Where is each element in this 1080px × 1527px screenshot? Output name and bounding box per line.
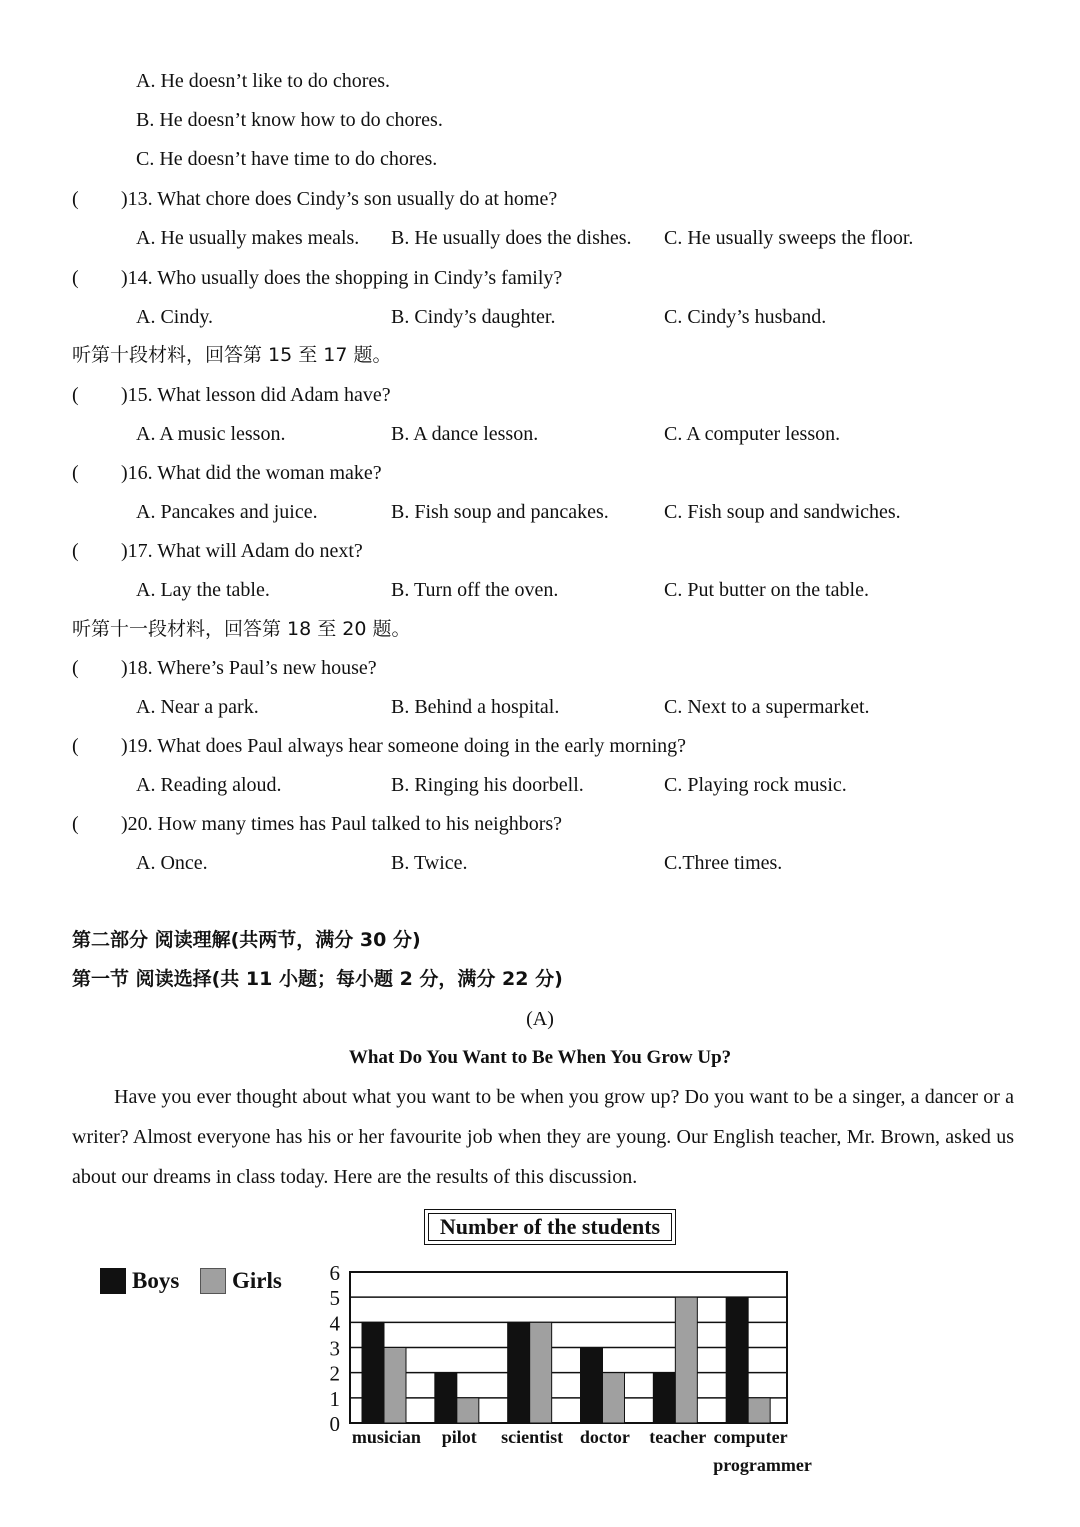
q20-option-a: A. Once. <box>136 852 208 874</box>
q13-option-b: B. He usually does the dishes. <box>391 227 632 249</box>
q15-option-b: B. A dance lesson. <box>391 423 539 445</box>
q18-option-a: A. Near a park. <box>136 696 259 718</box>
answer-paren: ( <box>72 657 79 679</box>
bar-boys <box>653 1373 675 1423</box>
q17-option-a: A. Lay the table. <box>136 579 270 601</box>
y-tick-label: 6 <box>329 1261 340 1285</box>
passage-text: Have you ever thought about what you want to be when you grow up? Do you want to be a singer, a dancer or a writer? Almost everyone has his or her favourite job when they are young. Our English teacher, Mr. Brown, asked us about our dreams in class today. Here are the results of this discussion. <box>72 1086 1014 1188</box>
q19-option-c: C. Playing rock music. <box>664 774 847 796</box>
category-label: programmer <box>713 1455 812 1475</box>
q16-option-b: B. Fish soup and pancakes. <box>391 501 609 523</box>
question-15: )15. What lesson did Adam have? <box>121 384 391 406</box>
q20-option-b: B. Twice. <box>391 852 468 874</box>
q17-option-c: C. Put butter on the table. <box>664 579 869 601</box>
y-tick-label: 2 <box>329 1361 340 1386</box>
y-tick-label: 0 <box>329 1412 340 1436</box>
answer-paren: ( <box>72 188 79 210</box>
question-16: )16. What did the woman make? <box>121 462 382 484</box>
q15-option-a: A. A music lesson. <box>136 423 286 445</box>
bar-girls <box>530 1322 552 1423</box>
question-19: )19. What does Paul always hear someone doing in the early morning? <box>121 735 687 757</box>
q12-option-c: C. He doesn’t have time to do chores. <box>136 148 438 170</box>
category-label: computer <box>713 1427 788 1447</box>
q18-option-b: B. Behind a hospital. <box>391 696 560 718</box>
q14-option-c: C. Cindy’s husband. <box>664 306 827 328</box>
category-label: scientist <box>501 1427 564 1447</box>
question-14: )14. Who usually does the shopping in Cindy’s family? <box>121 267 563 289</box>
q19-option-a: A. Reading aloud. <box>136 774 282 796</box>
section-11-instruction: 听第十一段材料，回答第 18 至 20 题。 <box>72 618 411 640</box>
question-13: )13. What chore does Cindy’s son usually do at home? <box>121 188 558 210</box>
q12-option-b: B. He doesn’t know how to do chores. <box>136 109 443 131</box>
question-20: )20. How many times has Paul talked to his neighbors? <box>121 813 563 835</box>
y-tick-label: 5 <box>329 1286 340 1311</box>
q20-option-c: C.Three times. <box>664 852 783 874</box>
bar-girls <box>384 1348 406 1424</box>
bar-girls <box>457 1398 479 1423</box>
chart-title: Number of the students <box>428 1213 672 1241</box>
answer-paren: ( <box>72 462 79 484</box>
bar-boys <box>581 1348 603 1424</box>
answer-paren: ( <box>72 813 79 835</box>
bar-girls <box>748 1398 770 1423</box>
bar-boys <box>362 1322 384 1423</box>
y-tick-label: 3 <box>329 1336 340 1361</box>
bar-boys <box>726 1297 748 1423</box>
question-17: )17. What will Adam do next? <box>121 540 363 562</box>
q16-option-c: C. Fish soup and sandwiches. <box>664 501 901 523</box>
bar-boys <box>435 1373 457 1423</box>
passage-label: (A) <box>526 1008 554 1030</box>
bar-girls <box>603 1373 625 1423</box>
q17-option-b: B. Turn off the oven. <box>391 579 559 601</box>
q13-option-a: A. He usually makes meals. <box>136 227 360 249</box>
category-label: doctor <box>579 1427 630 1447</box>
y-tick-label: 4 <box>329 1311 340 1336</box>
q16-option-a: A. Pancakes and juice. <box>136 501 318 523</box>
section-10-instruction: 听第十段材料，回答第 15 至 17 题。 <box>72 344 392 366</box>
bar-boys <box>508 1322 530 1423</box>
q15-option-c: C. A computer lesson. <box>664 423 841 445</box>
q13-option-c: C. He usually sweeps the floor. <box>664 227 914 249</box>
category-label: pilot <box>441 1427 477 1447</box>
q14-option-a: A. Cindy. <box>136 306 214 328</box>
y-tick-label: 1 <box>329 1386 340 1411</box>
answer-paren: ( <box>72 267 79 289</box>
category-label: musician <box>351 1427 421 1447</box>
q18-option-c: C. Next to a supermarket. <box>664 696 870 718</box>
passage-title: What Do You Want to Be When You Grow Up? <box>348 1047 732 1068</box>
question-18: )18. Where’s Paul’s new house? <box>121 657 377 679</box>
answer-paren: ( <box>72 540 79 562</box>
bar-girls <box>675 1297 697 1423</box>
category-label: teacher <box>649 1427 707 1447</box>
q19-option-b: B. Ringing his doorbell. <box>391 774 584 796</box>
q14-option-b: B. Cindy’s daughter. <box>391 306 556 328</box>
section-1-heading: 第一节 阅读选择(共 11 小题；每小题 2 分，满分 22 分) <box>72 968 563 990</box>
q12-option-a: A. He doesn’t like to do chores. <box>136 70 391 92</box>
answer-paren: ( <box>72 384 79 406</box>
answer-paren: ( <box>72 735 79 757</box>
part-2-heading: 第二部分 阅读理解(共两节，满分 30 分) <box>72 929 421 951</box>
legend-boys-label: Boys <box>132 1268 180 1293</box>
legend-girls-label: Girls <box>232 1268 282 1293</box>
